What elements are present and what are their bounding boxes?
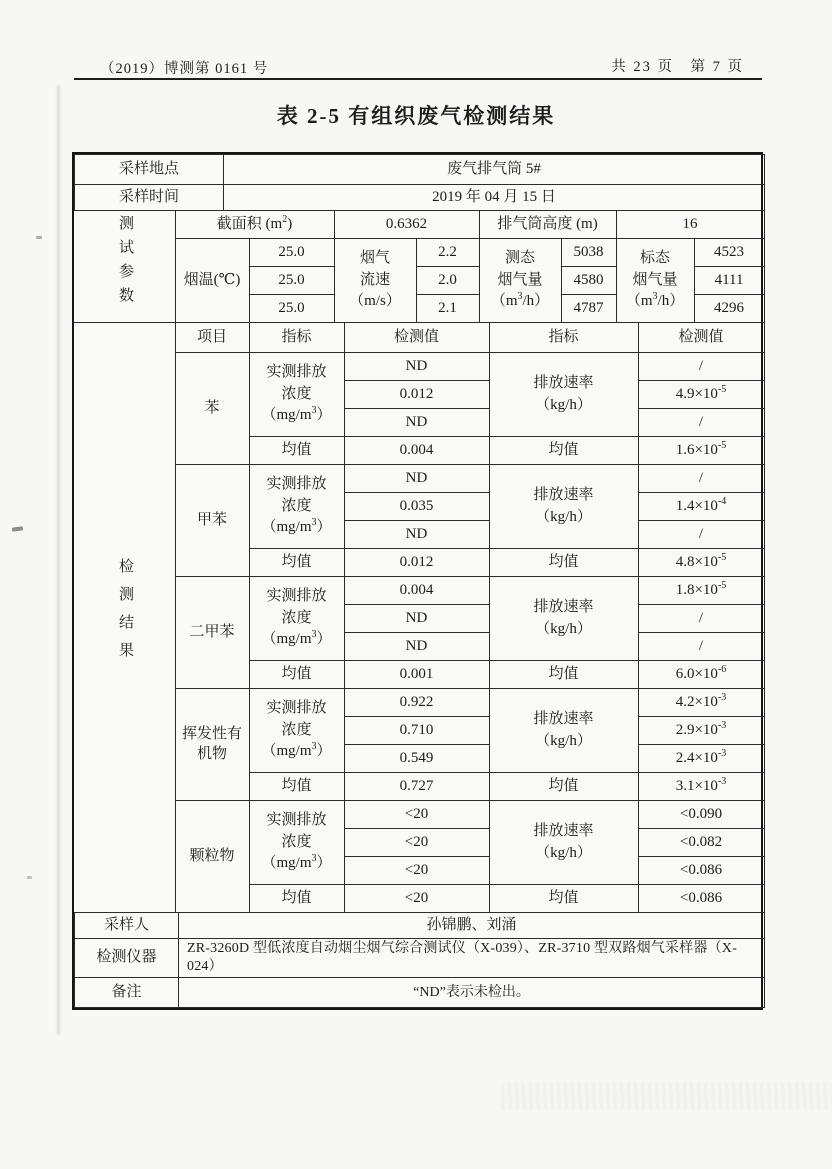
measured-flow-value: 4787 (561, 295, 616, 323)
column-header-index: 指标 (489, 323, 638, 353)
concentration-value: 0.012 (344, 381, 489, 409)
rate-value: $1.4\times 10^{-4}$ (638, 493, 764, 521)
average-rate: $1.6\times 10^{-5}$ (638, 437, 764, 465)
rate-value: / (638, 409, 764, 437)
cross-section-label: 截面积 $(m^2)$ (175, 211, 334, 239)
table-row (75, 913, 765, 939)
cross-section-value: 0.6362 (334, 211, 479, 239)
average-label: 均值 (249, 773, 344, 801)
instrument-label: 检测仪器 (75, 939, 179, 978)
concentration-value: 0.035 (344, 493, 489, 521)
concentration-value: ND (344, 521, 489, 549)
concentration-value: ND (344, 353, 489, 381)
concentration-value: <20 (344, 801, 489, 829)
concentration-label: 实测排放 浓度 $(mg/m^3)$ (249, 465, 344, 549)
scan-noise (502, 1082, 832, 1110)
concentration-value: ND (344, 633, 489, 661)
average-label: 均值 (489, 437, 638, 465)
average-rate: $3.1\times 10^{-3}$ (638, 773, 764, 801)
average-label: 均值 (489, 885, 638, 913)
measured-flow-value: 4580 (561, 267, 616, 295)
table-row (75, 978, 765, 1008)
sampling-location-value: 废气排气筒 5# (224, 155, 765, 185)
column-header-value: 检测值 (344, 323, 489, 353)
standard-flow-label: 标态 烟气量 $(m^3/h)$ (616, 239, 694, 323)
sampling-location-label: 采样地点 (75, 155, 224, 185)
note-value: “ND”表示未检出。 (179, 978, 765, 1008)
average-label: 均值 (489, 549, 638, 577)
rate-value: <0.082 (638, 829, 764, 857)
scan-speck (36, 236, 42, 239)
pollutant-name: 甲苯 (175, 465, 249, 577)
rate-value: $4.2\times 10^{-3}$ (638, 689, 764, 717)
rate-value: <0.086 (638, 857, 764, 885)
column-header-value: 检测值 (638, 323, 764, 353)
concentration-value: ND (344, 605, 489, 633)
document-number: （2019）博测第 0161 号 (100, 61, 269, 77)
flue-temp-label: 烟温(℃) (175, 239, 249, 323)
average-concentration: <20 (344, 885, 489, 913)
concentration-value: 0.004 (344, 577, 489, 605)
rate-value: / (638, 521, 764, 549)
scan-shadow-streak (57, 85, 60, 1035)
concentration-label: 实测排放 浓度 $(mg/m^3)$ (249, 801, 344, 885)
average-label: 均值 (249, 437, 344, 465)
standard-flow-value: 4111 (694, 267, 764, 295)
rate-value: $1.8\times 10^{-5}$ (638, 577, 764, 605)
average-rate: $4.8\times 10^{-5}$ (638, 549, 764, 577)
concentration-value: 0.710 (344, 717, 489, 745)
table-row (75, 155, 765, 185)
table-row (74, 577, 764, 605)
table-row (74, 465, 764, 493)
gas-velocity-label: 烟气 流速 （m/s） (334, 239, 416, 323)
rate-value: $2.9\times 10^{-3}$ (638, 717, 764, 745)
average-label: 均值 (489, 661, 638, 689)
sampling-time-value: 2019 年 04 月 15 日 (224, 185, 765, 211)
rate-label: 排放速率 （kg/h） (489, 353, 638, 437)
rate-value: / (638, 353, 764, 381)
pollutant-name: 二甲苯 (175, 577, 249, 689)
average-label: 均值 (249, 885, 344, 913)
average-concentration: 0.727 (344, 773, 489, 801)
page-title: 表 2-5 有组织废气检测结果 (276, 104, 556, 128)
test-params-section-label: 测试参数 (74, 211, 175, 323)
pollutant-name: 颗粒物 (175, 801, 249, 913)
table-row (74, 323, 764, 353)
scan-speck (27, 876, 32, 879)
concentration-value: <20 (344, 829, 489, 857)
sampler-label: 采样人 (75, 913, 179, 939)
stack-height-value: 16 (616, 211, 764, 239)
average-label: 均值 (249, 549, 344, 577)
average-label: 均值 (249, 661, 344, 689)
standard-flow-value: 4523 (694, 239, 764, 267)
table-row (74, 801, 764, 829)
concentration-label: 实测排放 浓度 $(mg/m^3)$ (249, 353, 344, 437)
table-row (75, 939, 765, 978)
sampling-time-label: 采样时间 (75, 185, 224, 211)
concentration-label: 实测排放 浓度 $(mg/m^3)$ (249, 689, 344, 773)
rate-value: <0.090 (638, 801, 764, 829)
average-concentration: 0.004 (344, 437, 489, 465)
column-header-index: 指标 (249, 323, 344, 353)
average-rate: $6.0\times 10^{-6}$ (638, 661, 764, 689)
scan-speck (12, 526, 23, 531)
stack-height-label: 排气筒高度 (m) (479, 211, 616, 239)
concentration-value: 0.549 (344, 745, 489, 773)
gas-velocity-value: 2.2 (416, 239, 479, 267)
note-label: 备注 (75, 978, 179, 1008)
rate-value: $4.9\times 10^{-5}$ (638, 381, 764, 409)
page-number: 共 23 页 第 7 页 (611, 59, 744, 75)
sampler-value: 孙锦鹏、刘涌 (179, 913, 765, 939)
gas-velocity-value: 2.0 (416, 267, 479, 295)
concentration-label: 实测排放 浓度 $(mg/m^3)$ (249, 577, 344, 661)
rate-label: 排放速率 （kg/h） (489, 689, 638, 773)
average-rate: <0.086 (638, 885, 764, 913)
test-params-table (74, 210, 765, 323)
flue-temp-value: 25.0 (249, 267, 334, 295)
instrument-value: ZR-3260D 型低浓度自动烟尘烟气综合测试仪（X-039）、ZR-3710 型双路烟气采样器（X-024） (179, 939, 765, 978)
detection-results-table (74, 322, 765, 913)
flue-temp-value: 25.0 (249, 239, 334, 267)
standard-flow-value: 4296 (694, 295, 764, 323)
header-rule (74, 78, 762, 80)
measured-flow-label: 测态 烟气量 $(m^3/h)$ (479, 239, 561, 323)
table-row (74, 211, 764, 239)
footer-info-table (74, 912, 765, 1008)
rate-label: 排放速率 （kg/h） (489, 465, 638, 549)
measured-flow-value: 5038 (561, 239, 616, 267)
rate-value: / (638, 605, 764, 633)
concentration-value: 0.922 (344, 689, 489, 717)
pollutant-name: 苯 (175, 353, 249, 465)
concentration-value: ND (344, 465, 489, 493)
sampling-info-table (74, 154, 765, 211)
results-section-label: 检测结果 (74, 323, 175, 913)
gas-velocity-value: 2.1 (416, 295, 479, 323)
column-header-item: 项目 (175, 323, 249, 353)
average-concentration: 0.001 (344, 661, 489, 689)
rate-value: / (638, 633, 764, 661)
table-row (74, 239, 764, 267)
average-label: 均值 (489, 773, 638, 801)
rate-label: 排放速率 （kg/h） (489, 577, 638, 661)
rate-value: / (638, 465, 764, 493)
average-concentration: 0.012 (344, 549, 489, 577)
concentration-value: ND (344, 409, 489, 437)
concentration-value: <20 (344, 857, 489, 885)
results-table (72, 152, 763, 1010)
rate-label: 排放速率 （kg/h） (489, 801, 638, 885)
flue-temp-value: 25.0 (249, 295, 334, 323)
table-row (74, 353, 764, 381)
table-row (75, 185, 765, 211)
rate-value: $2.4\times 10^{-3}$ (638, 745, 764, 773)
table-row (74, 689, 764, 717)
pollutant-name: 挥发性有机物 (175, 689, 249, 801)
